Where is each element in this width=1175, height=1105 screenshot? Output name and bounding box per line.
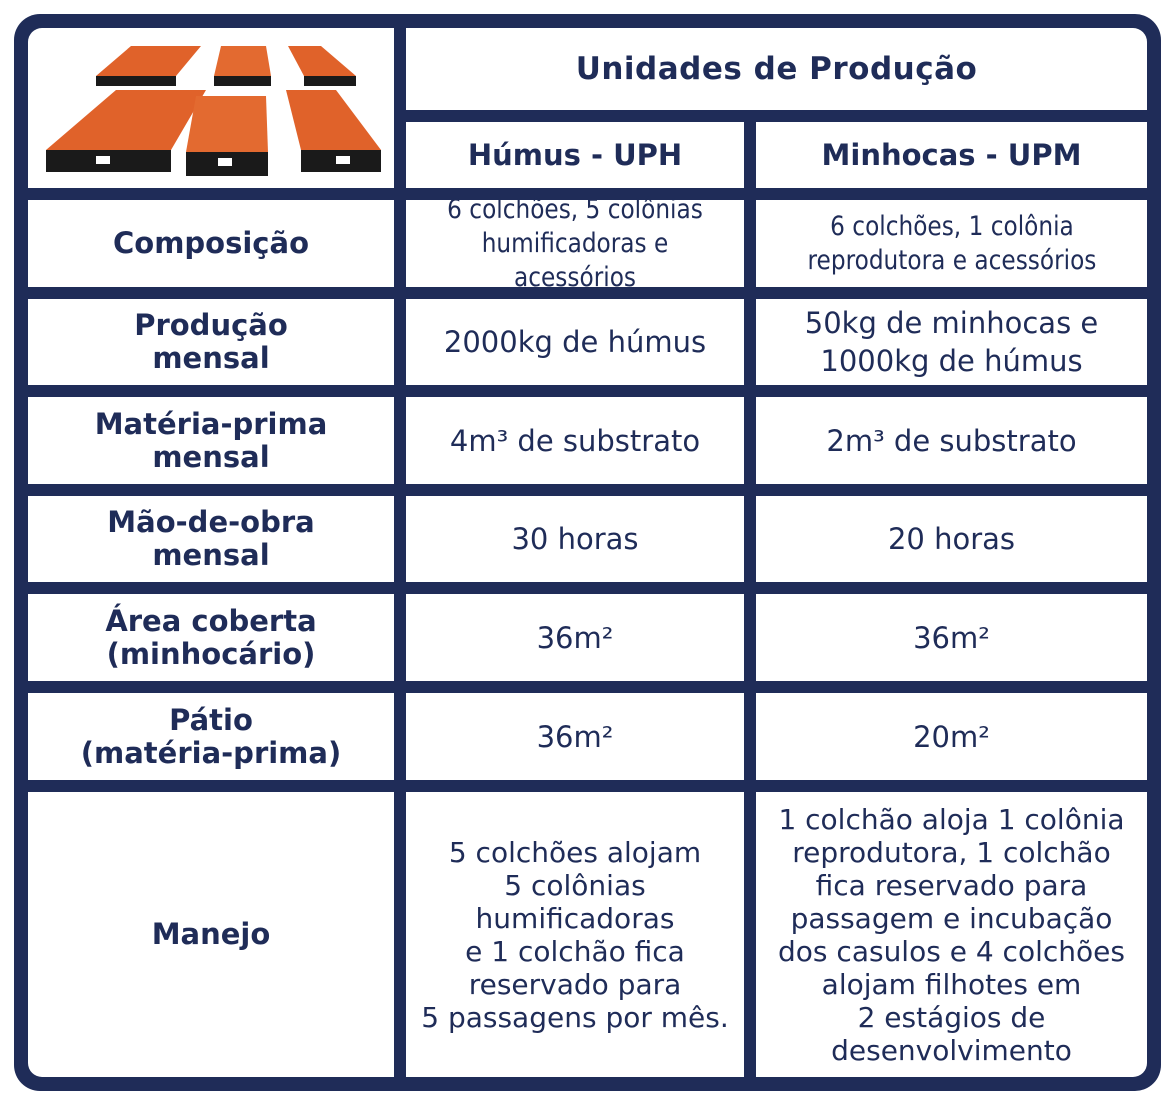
row-label-mao-de-obra [28, 496, 394, 582]
cell-text: 20 horas [887, 522, 1016, 556]
product-image-cell [28, 28, 394, 188]
row-label-text: Pátio (matéria-prima) [80, 702, 342, 770]
cell-upm-producao [756, 299, 1147, 385]
cell-text: 6 colchões, 1 colônia reprodutora e acessórios [807, 210, 1096, 276]
cell-text: 2000kg de húmus [443, 325, 707, 359]
cell-text: 1 colchão aloja 1 colônia reprodutora, 1 colchão fica reservado para passagem e incubação dos casulos e 4 colchões alojam filhotes em 2 estágios de desenvolvimento [778, 802, 1125, 1067]
cell-text: 36m² [536, 719, 614, 754]
cell-uph-mao-de-obra [406, 496, 744, 582]
cell-text: 2m³ de substrato [826, 423, 1077, 458]
row-label-manejo [28, 792, 394, 1077]
cell-uph-composicao [406, 193, 744, 293]
row-label-text: Produção mensal [134, 308, 288, 375]
cell-uph-producao [406, 299, 744, 385]
column-header-upm: Minhocas - UPM [756, 122, 1147, 188]
table-title: Unidades de Produção [406, 28, 1147, 110]
row-label-text: Mão-de-obra mensal [107, 505, 315, 572]
cell-upm-area-coberta [756, 594, 1147, 681]
mattress-back-left [96, 46, 201, 86]
cell-text: 20m² [913, 719, 990, 754]
cell-uph-manejo [406, 792, 744, 1077]
column-header-uph: Húmus - UPH [406, 122, 744, 188]
row-label-text: Área coberta (minhocário) [105, 603, 317, 671]
row-label-text: Composição [113, 226, 309, 260]
cell-text: 6 colchões, 5 colônias humificadoras e acessórios [447, 193, 703, 293]
cell-text: 36m² [536, 620, 614, 655]
cell-upm-manejo [756, 792, 1147, 1077]
row-label-text: Manejo [151, 917, 271, 951]
cell-upm-patio [756, 693, 1147, 780]
cell-text: 5 colchões alojam 5 colônias humificadoras e 1 colchão fica reservado para 5 passagens por mês. [421, 835, 729, 1034]
row-label-text: Matéria-prima mensal [94, 406, 328, 474]
cell-text: 50kg de minhocas e 1000kg de húmus [804, 306, 1099, 378]
cell-uph-patio [406, 693, 744, 780]
row-label-patio [28, 693, 394, 780]
cell-text: 4m³ de substrato [449, 423, 701, 458]
cell-text: 36m² [913, 620, 990, 655]
worm-mattress-beds-image [36, 38, 386, 178]
cell-upm-materia-prima [756, 397, 1147, 484]
cell-uph-materia-prima [406, 397, 744, 484]
row-label-area-coberta [28, 594, 394, 681]
row-label-producao [28, 299, 394, 385]
cell-uph-area-coberta [406, 594, 744, 681]
row-label-composicao [28, 200, 394, 287]
cell-upm-composicao [756, 200, 1147, 287]
cell-text: 30 horas [511, 522, 639, 556]
row-label-materia-prima [28, 397, 394, 484]
cell-upm-mao-de-obra [756, 496, 1147, 582]
